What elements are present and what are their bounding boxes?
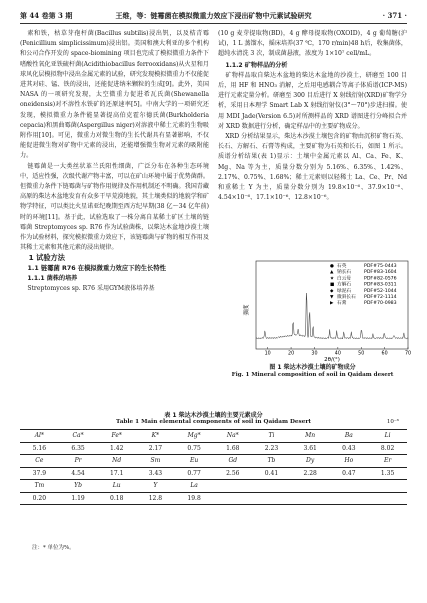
table-header-cell bbox=[368, 480, 407, 493]
table-header-cell: Lu bbox=[97, 480, 136, 493]
table-header-cell: Eu bbox=[175, 455, 214, 468]
table-header-row bbox=[20, 455, 407, 468]
legend-marker: ★ bbox=[330, 276, 335, 282]
legend-marker: ▲ bbox=[330, 270, 334, 276]
table-cell: 1.42 bbox=[97, 442, 136, 455]
legend-pdf-code: PDF#52-1044 bbox=[364, 288, 397, 294]
table-cell: 0.75 bbox=[175, 442, 214, 455]
x-axis-label: 2θ/(°) bbox=[324, 357, 340, 362]
legend-mineral-name: 白云母 bbox=[337, 276, 352, 282]
figure-caption-cn: 图 1 柴达木沙漠土壤的矿物成分 bbox=[269, 364, 356, 371]
table-header-cell: La bbox=[175, 480, 214, 493]
xrd-pattern-chart bbox=[242, 258, 412, 362]
x-tick-label: 70 bbox=[404, 351, 412, 357]
table-header-cell: Pr bbox=[59, 455, 98, 468]
table-header-cell: Gd bbox=[213, 455, 252, 468]
table-cell: 1.19 bbox=[59, 492, 98, 505]
table-header-cell: Dy bbox=[291, 455, 330, 468]
table-cell: 0.18 bbox=[97, 492, 136, 505]
table-header-cell bbox=[291, 480, 330, 493]
legend-mineral-name: 微斜长石 bbox=[337, 295, 356, 300]
table-cell: 2.56 bbox=[213, 467, 252, 480]
table-caption-en: Table 1 Main elemental components of soil in Qaidam Desert bbox=[116, 419, 311, 425]
table-cell: 0.47 bbox=[330, 467, 369, 480]
legend-marker: ● bbox=[330, 264, 334, 269]
table-cell: 2.23 bbox=[252, 442, 291, 455]
culture-paragraph-continued: (10 g 麦芽提取物(BD)，4 g 酵母提取物(OXOID)，4 g 葡萄糖(沪试)，1 L 蒸馏水，摇床培养(37 ℃，170 r/min)48 h后，收集菌体，超纯水清洗 3 次，制成菌悬液，浓度为 1×10⁷ cell/mL。 bbox=[218, 30, 407, 58]
table-header-cell bbox=[213, 480, 252, 493]
table-cell bbox=[252, 492, 291, 505]
table-cell bbox=[368, 492, 407, 505]
legend-pdf-code: PDF#75-0443 bbox=[364, 264, 397, 269]
table-header-row bbox=[20, 480, 407, 493]
table-cell: 37.9 bbox=[20, 467, 59, 480]
table-cell: 0.20 bbox=[20, 492, 59, 505]
legend-marker: ▼ bbox=[330, 295, 334, 300]
table-header-cell: Al* bbox=[20, 430, 59, 443]
mineral-legend bbox=[330, 262, 397, 306]
table-header-cell: Yb bbox=[59, 480, 98, 493]
table-header-cell: Ho bbox=[330, 455, 369, 468]
table-cell bbox=[213, 492, 252, 505]
table-header-cell: Li bbox=[368, 430, 407, 443]
table-cell bbox=[291, 492, 330, 505]
table-header-cell: Ca* bbox=[59, 430, 98, 443]
running-header bbox=[20, 11, 407, 23]
table-row bbox=[20, 492, 407, 505]
intro-paragraph-1: 素和铁，枯草芽孢杆菌(Bacillus subtilis)浸出钒，以及桔青霉(Penicillium simplicissimum)浸出铝。美国和澳大利亚的多个机构和公司合作开发的 space-biomining 项目也完成了模拟微重力条件下嗜酸性氧化亚铁硫杆菌(Acidithiobacillus ferrooxidans)从火星和月球风化层模拟物中浸出金属元素的试验，研究发现模拟微重力不仅能促进其对硅、锰、铁的浸出，还能促进纳米颗粒的生成[9]。此外，美国 NASA 的一项研究发现，太空微重力促进希瓦氏菌(Shewanella oneidensis)对不溶性水铁矿的还原速率[5]。中南大学的一项研究还发现，模拟微重力条件能显著提高伯克霍尔德氏菌(Burkholderia cepacia)和黑曲霉菌(Aspergillus niger)对溶液中稀土元素的生物吸附作用[10]。可见，微重力对微生物的生长代谢具有显著影响，不仅能促进微生物对矿物中元素的浸出，还能增强微生物对元素的吸附能力。 bbox=[20, 30, 209, 160]
table-header-cell: K* bbox=[136, 430, 175, 443]
table-header-cell bbox=[252, 480, 291, 493]
table-header-cell: Tb bbox=[252, 455, 291, 468]
table-cell: 17.1 bbox=[97, 467, 136, 480]
legend-pdf-code: PDF#72-1114 bbox=[364, 295, 397, 300]
legend-pdf-code: PDF#83-1604 bbox=[364, 270, 397, 276]
table-row bbox=[20, 467, 407, 480]
table-row bbox=[20, 442, 407, 455]
page-number: · 371 · bbox=[382, 11, 407, 20]
table-header-cell: Sm bbox=[136, 455, 175, 468]
running-title: 王维，等：链霉菌在模拟微重力效应下浸出矿物中元素试验研究 bbox=[115, 11, 312, 20]
table-cell: 0.41 bbox=[252, 467, 291, 480]
xrd-results-paragraph: XRD 分析结果显示，柴达木沙漠土壤包含的矿物由沉积矿物石英、长石、方解石、石膏等构成，主要矿物为石英和长石，如图 1 所示。质谱分析结果(表 1)显示：土壤中金属元素以 Al、Ca、Fe、K、Mg、Na 等为主，质量分数分别为 5.16%、6.35%、1.42%、2.17%、0.75%、1.68%；稀土元素则以轻稀土 La、Ce、Pr、Nd 和重稀土 Y 为主，质量分数分别为 19.8×10⁻⁶、37.9×10⁻⁶、4.54×10⁻⁶、17.1×10⁻⁶、12.8×10⁻⁶。 bbox=[218, 133, 407, 202]
x-tick-label: 20 bbox=[288, 351, 295, 357]
right-column bbox=[218, 29, 407, 259]
table-header-cell: Mn bbox=[291, 430, 330, 443]
table-cell: 2.28 bbox=[291, 467, 330, 480]
issue-info: 第 44 卷第 3 期 bbox=[20, 11, 73, 20]
x-axis-ticks bbox=[265, 347, 411, 357]
legend-mineral-name: 石膏 bbox=[337, 301, 347, 307]
mineral-analysis-paragraph: 矿物样品取自柴达木盆地的柴达木盆地的沙漠土，研磨至 100 目后，用 HF 和 HNO₃ 消解，之后用电感耦合等离子体质谱(ICP-MS)进行元素定量分析。研磨至 300 目后进行 X 射线衍射(XRD)矿物学分析，采用日本理学 Smart Lab X 射线衍射仪(3°～70°)步进扫描。使用 MDI Jade(Version 6.5)对所测样品的 XRD 谱图进行分峰拟合并对 XRD 数据进行分析，确定样品中的主要矿物成分。 bbox=[218, 71, 407, 130]
table-unit: 10⁻⁶ bbox=[386, 419, 399, 425]
x-tick-label: 60 bbox=[381, 351, 388, 357]
x-tick-label: 40 bbox=[334, 351, 341, 357]
table-header-cell: Ce bbox=[20, 455, 59, 468]
y-axis-label: 强度 bbox=[244, 304, 250, 316]
table-header-cell: Nd bbox=[97, 455, 136, 468]
table-header-cell: Ti bbox=[252, 430, 291, 443]
table-header-cell: Mg* bbox=[175, 430, 214, 443]
table-header-cell: Er bbox=[368, 455, 407, 468]
table-cell bbox=[330, 492, 369, 505]
legend-marker: ▶ bbox=[330, 301, 334, 307]
figure-caption-en: Fig. 1 Mineral composition of soil in Qaidam desert bbox=[231, 372, 394, 378]
x-tick-label: 30 bbox=[311, 351, 318, 357]
table-header-cell: Na* bbox=[213, 430, 252, 443]
header-rule bbox=[20, 23, 407, 24]
x-tick-label: 10 bbox=[264, 351, 271, 357]
legend-mineral-name: 方解石 bbox=[337, 282, 352, 288]
table-cell: 4.54 bbox=[59, 467, 98, 480]
table-header-cell: Tm bbox=[20, 480, 59, 493]
element-table bbox=[20, 429, 407, 505]
table-cell: 5.16 bbox=[20, 442, 59, 455]
legend-marker: ■ bbox=[330, 282, 335, 288]
table-header-cell bbox=[330, 480, 369, 493]
table-cell: 0.77 bbox=[175, 467, 214, 480]
table-cell: 0.43 bbox=[330, 442, 369, 455]
subsubsection-heading-culture: 1.1.1 菌株的培养 bbox=[27, 274, 78, 282]
table-header-cell: Ba bbox=[330, 430, 369, 443]
culture-paragraph: Streptomyces sp. R76 采用GYM液体培养基 bbox=[27, 285, 155, 293]
table-cell: 19.8 bbox=[175, 492, 214, 505]
table-note: 注：* 单位为%。 bbox=[32, 545, 75, 551]
table-cell: 1.68 bbox=[213, 442, 252, 455]
legend-mineral-name: 绿泥石 bbox=[337, 288, 352, 294]
table-header-row bbox=[20, 430, 407, 443]
legend-pdf-code: PDF#83-0311 bbox=[364, 282, 397, 288]
table-cell: 6.35 bbox=[59, 442, 98, 455]
xrd-figure bbox=[242, 258, 412, 362]
x-tick-label: 50 bbox=[358, 351, 365, 357]
legend-marker: ◆ bbox=[330, 288, 334, 294]
legend-pdf-code: PDF#82-0576 bbox=[364, 276, 397, 282]
table-cell: 3.43 bbox=[136, 467, 175, 480]
subsection-heading-growth: 1.1 链霉菌 R76 在模拟微重力效应下的生长特性 bbox=[27, 264, 166, 272]
table-cell: 12.8 bbox=[136, 492, 175, 505]
table-cell: 3.61 bbox=[291, 442, 330, 455]
legend-mineral-name: 石英 bbox=[337, 264, 347, 269]
left-column bbox=[20, 29, 209, 399]
legend-mineral-name: 钠长石 bbox=[337, 270, 352, 276]
table-cell: 2.17 bbox=[136, 442, 175, 455]
table-header-cell: Y bbox=[136, 480, 175, 493]
table-cell: 8.02 bbox=[368, 442, 407, 455]
table-caption-cn: 表 1 柴达木沙漠土壤的主要元素成分 bbox=[164, 412, 263, 419]
table-header-cell: Fe* bbox=[97, 430, 136, 443]
intro-paragraph-2: 链霉菌是一大类丝状革兰氏阳性细菌，广泛分布在各种生态环境中，适应性强，次级代谢产物丰富，可以在矿山环境中属于优势菌群。但微重力条件下链霉菌与矿物作用规律及作用机制还不明确。我国青藏高原的柴达木盆地发育有众多干旱荒漠地貌，其土壤类似的地貌学和矿物学特征，可以类比火星诺亚纪晚期至西方纪早期(38 亿～34 亿年前)时的环境[11]。基于此，试验选取了一株分离自某稀土矿区土壤的链霉菌 Streptomyces sp. R76 作为试验菌株，以柴达木盆地沙漠土壤作为试验材料，探究模拟微重力效应下，该链霉菌与矿物的相互作用及其稀土元素和其他元素的浸出规律。 bbox=[20, 162, 209, 252]
subsubsection-heading-minerals: 1.1.2 矿物样品的分析 bbox=[225, 61, 288, 69]
section-heading-methods: 1 试验方法 bbox=[28, 253, 65, 263]
table-cell: 1.35 bbox=[368, 467, 407, 480]
legend-pdf-code: PDF#70-0983 bbox=[364, 301, 397, 307]
